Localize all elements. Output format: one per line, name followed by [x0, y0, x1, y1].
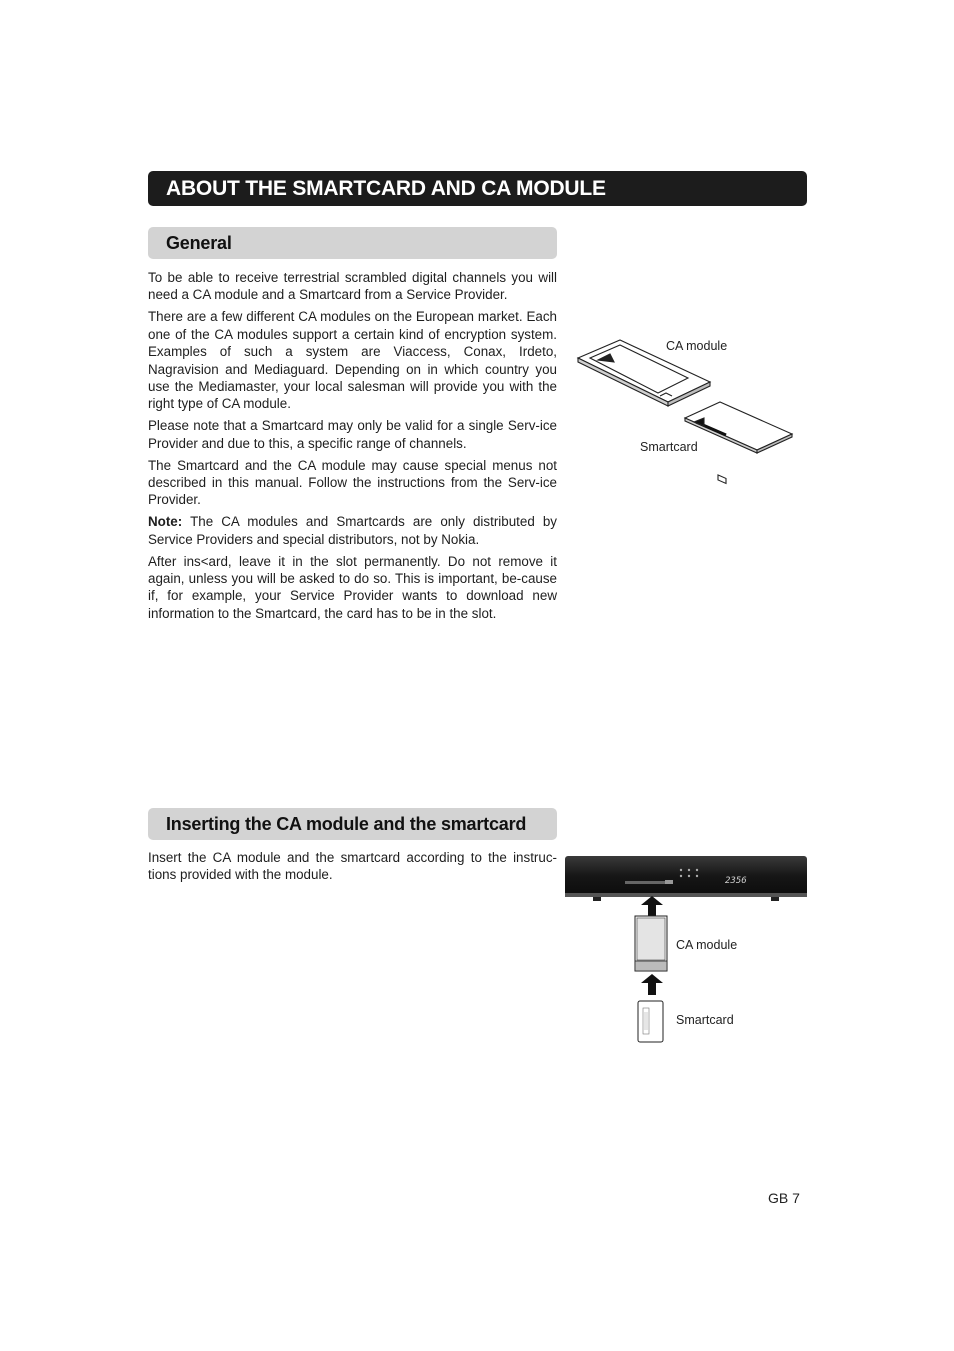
general-paragraph-3: Please note that a Smartcard may only be valid for a single Serv-ice Provider and due to this, a specific range of channels. — [148, 418, 557, 451]
general-paragraph-2: There are a few different CA modules on the European market. Each one of the CA modules support a certain kind of encryption system. Examples of such a system are Viaccess, Conax, Irdeto, Nagravision and Mediaguard. Depending on in which country you use the Mediamaster, your local salesman will provide you with the right type of CA module. — [148, 309, 557, 412]
display-readout: 2356 — [725, 876, 747, 886]
figure-label-ca-module: CA module — [666, 339, 728, 353]
page-title: ABOUT THE SMARTCARD AND CA MODULE — [148, 171, 807, 206]
general-paragraph-4: The Smartcard and the CA module may cause special menus not described in this manual. Follow the instructions from the Serv-ice Provider. — [148, 457, 557, 508]
section-heading-inserting: Inserting the CA module and the smartcard — [148, 808, 557, 840]
note-paragraph — [148, 513, 557, 548]
section-heading-general: General — [148, 227, 557, 259]
note-text: The CA modules and Smartcards are only distributed by Service Providers and special distributors, not by Nokia. — [148, 514, 557, 547]
page-number: GB 7 — [768, 1190, 800, 1206]
receiver-illustration — [565, 855, 808, 905]
note-label: Note: — [148, 514, 183, 530]
inserting-body-text — [148, 849, 557, 888]
inserting-paragraph: Insert the CA module and the smartcard according to the instruc-tions provided with the module. — [148, 850, 557, 883]
smartcard-drawing — [685, 402, 792, 483]
figure-label-smartcard-2: Smartcard — [676, 1013, 734, 1027]
ca-module-upright-drawing — [633, 915, 669, 973]
general-paragraph-1: To be able to receive terrestrial scrambled digital channels you will need a CA module and a Smartcard from a Service Provider. — [148, 270, 557, 303]
arrow-up-icon — [640, 974, 664, 996]
figure-label-smartcard: Smartcard — [640, 440, 698, 454]
general-body-text — [148, 269, 557, 627]
receiver-body — [565, 856, 807, 896]
figure-label-ca-module-2: CA module — [676, 938, 738, 952]
general-paragraph-last: After ins<ard, leave it in the slot permanently. Do not remove it again, unless you will be asked to do so. This is important, be-cause if, for example, your Service Provider wants to download new information to the Smartcard, the card has to be in the slot. — [148, 553, 557, 621]
smartcard-upright-drawing — [637, 1000, 665, 1044]
